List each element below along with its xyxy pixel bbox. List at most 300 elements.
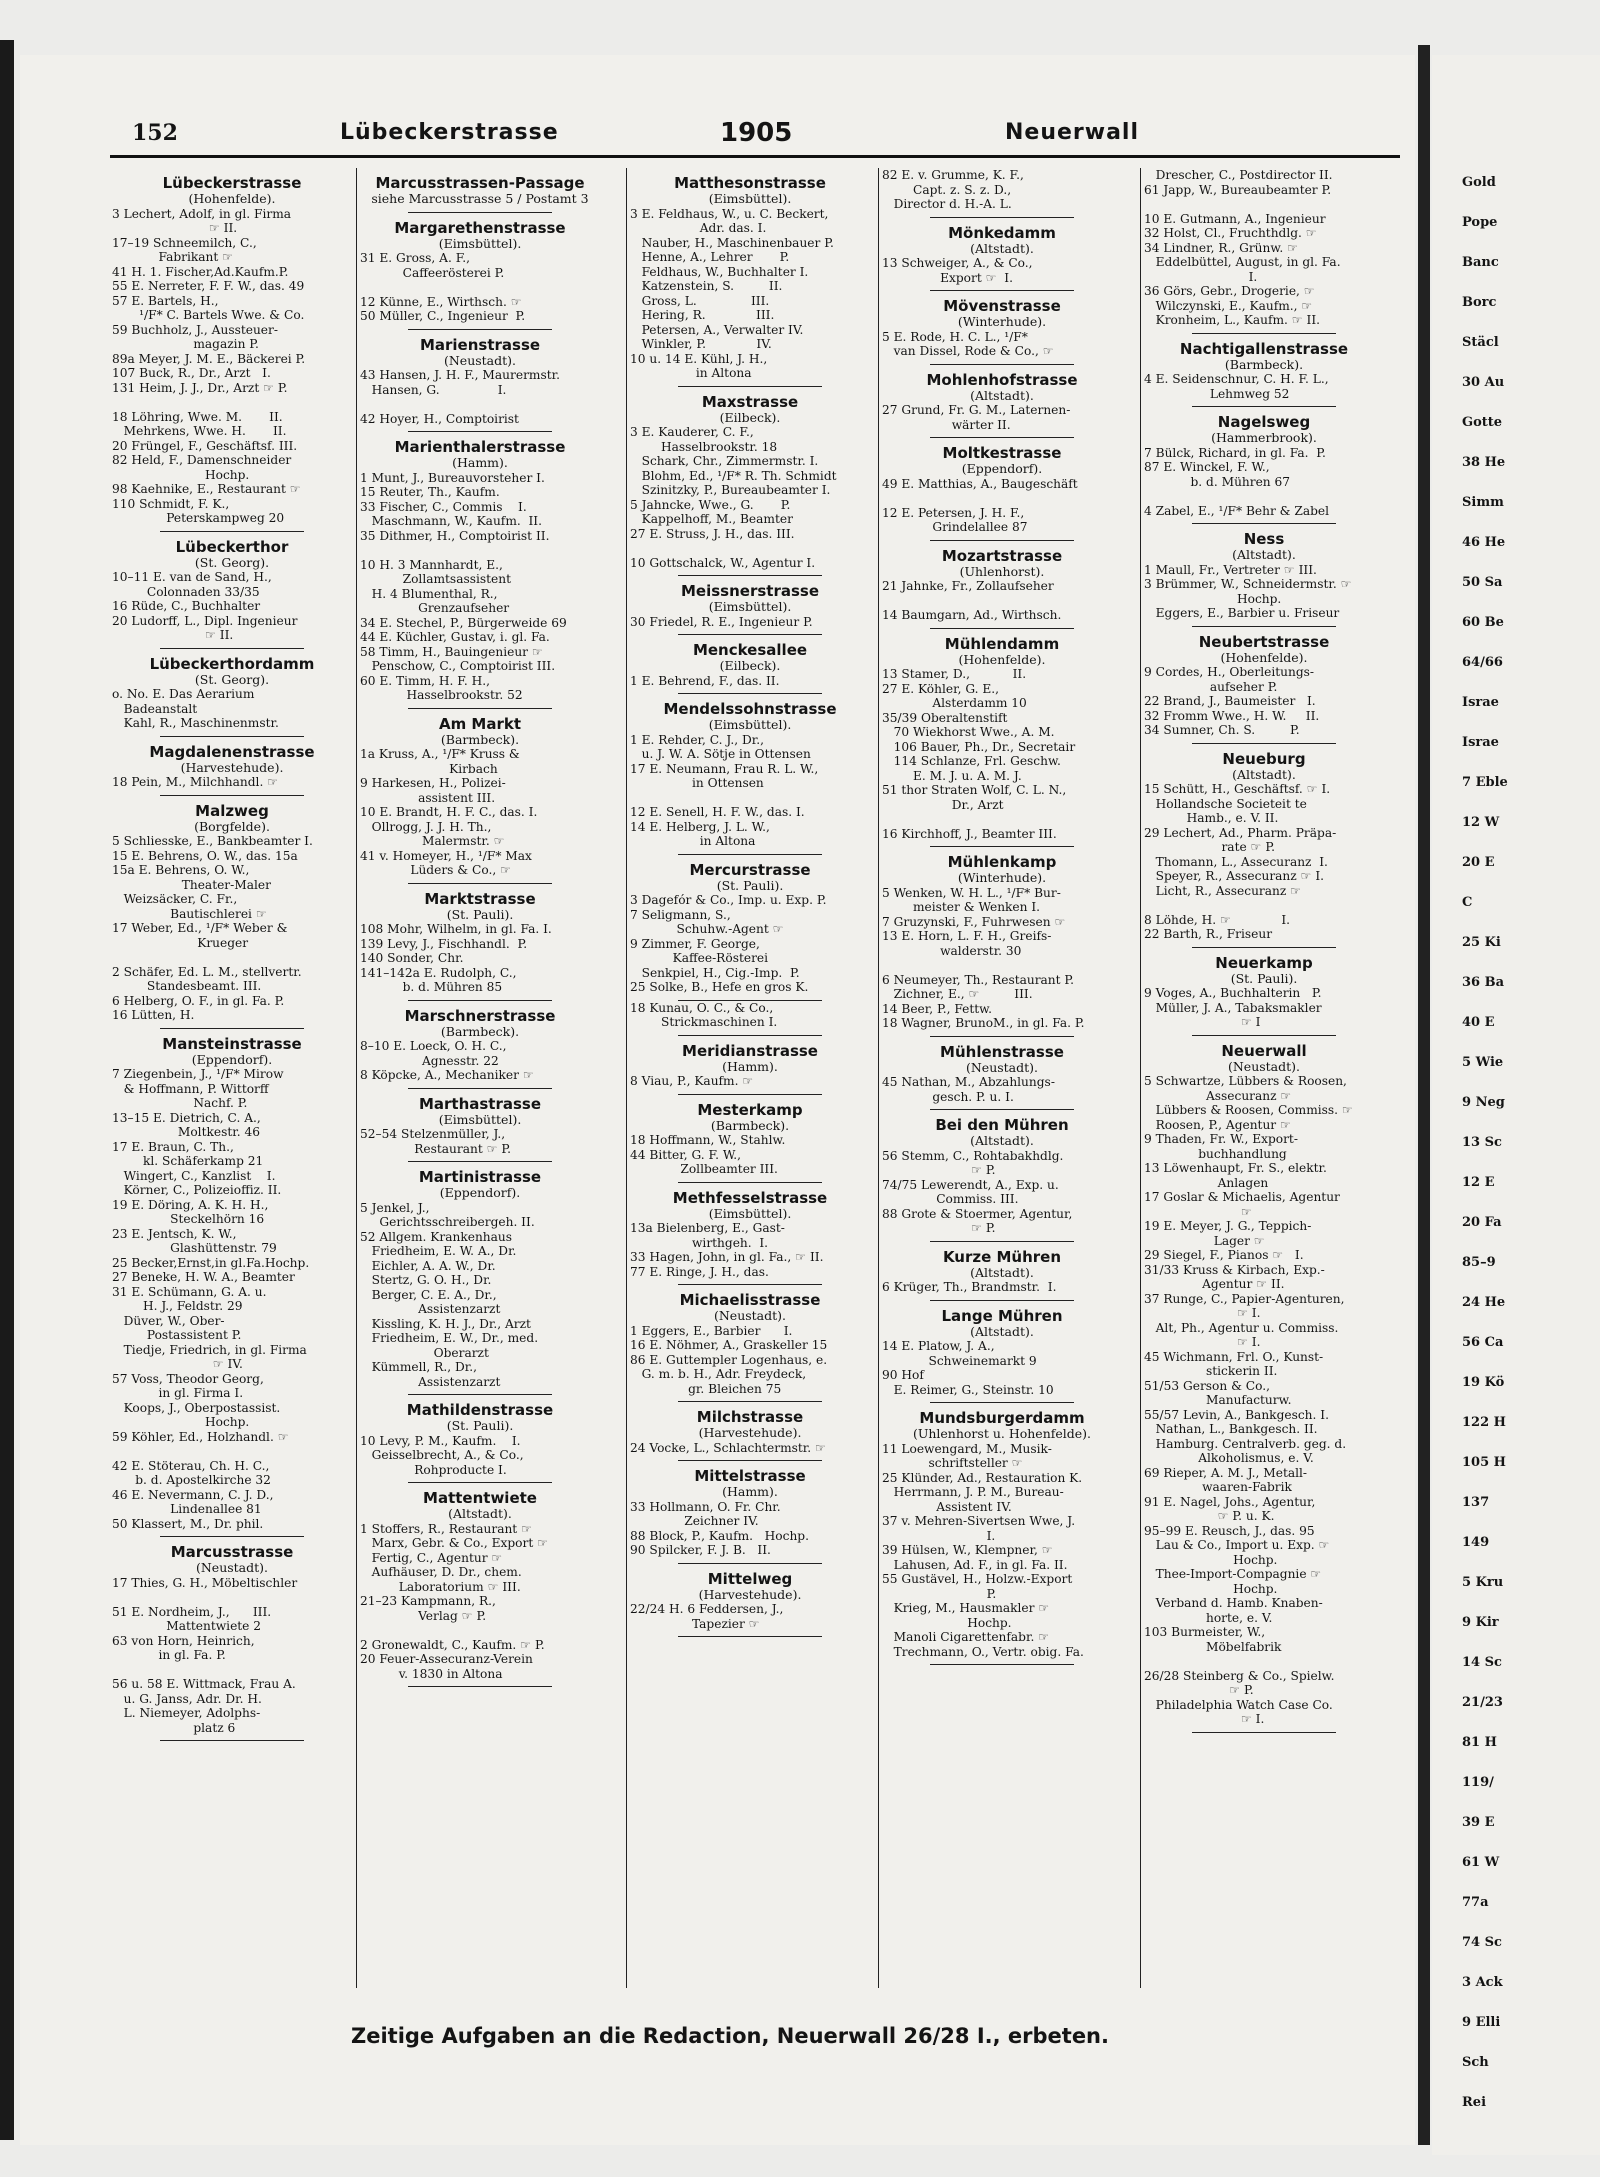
- directory-entry: Hochp.: [1144, 1552, 1278, 1567]
- street-heading: Marienstrasse: [419, 335, 541, 354]
- directory-entry: 3 E. Kauderer, C. F.,: [630, 425, 754, 439]
- directory-entry: 22/24 H. 6 Feddersen, J.,: [630, 1602, 784, 1616]
- street-district: siehe Marcusstrasse 5 / Postamt 3: [371, 191, 589, 206]
- directory-entry: assistent III.: [360, 790, 496, 805]
- street-heading: Martinistrasse: [418, 1168, 542, 1186]
- directory-entry: 7 Gruzynski, F., Fuhrwesen ☞: [882, 914, 1066, 929]
- directory-entry: [882, 958, 1122, 973]
- directory-entry: 31 E. Gross, A. F.,: [360, 251, 471, 265]
- directory-entry: E. Reimer, G., Steinstr. 10: [882, 1382, 1054, 1397]
- directory-entry: Nathan, L., Bankgesch. II.: [1144, 1422, 1318, 1436]
- directory-entry: platz 6: [112, 1720, 236, 1735]
- section-divider: [678, 1094, 822, 1095]
- directory-entry: 10 Levy, P. M., Kaufm. I.: [360, 1433, 521, 1448]
- directory-entry: 17 Thies, G. H., Möbeltischler: [112, 1575, 298, 1590]
- header-rule: [110, 155, 1400, 158]
- directory-entry: 10 E. Brandt, H. F. C., das. I.: [360, 805, 538, 819]
- directory-entry: 3 E. Feldhaus, W., u. C. Beckert,: [630, 206, 829, 221]
- street-heading: Menckesallee: [692, 641, 808, 659]
- street-heading: Bei den Mühren: [935, 1116, 1069, 1134]
- directory-entry: Kaffee-Rösterei: [630, 951, 769, 965]
- directory-entry: 16 Lütten, H.: [112, 1008, 195, 1022]
- directory-entry: schriftsteller ☞: [882, 1456, 1023, 1470]
- directory-entry: 32 Holst, Cl., Fruchthdlg. ☞: [1144, 226, 1317, 240]
- next-page-text-fragment: 60 Be: [1462, 615, 1504, 630]
- next-page-text-fragment: 20 Fa: [1462, 1215, 1502, 1230]
- street-heading: Mattentwiete: [423, 1489, 537, 1507]
- directory-entry: Hansen, G. I.: [360, 382, 507, 397]
- directory-entry: 43 Hansen, J. H. F., Maurermstr.: [360, 368, 560, 382]
- street-district: (Harvestehude).: [698, 1586, 802, 1602]
- directory-entry: [360, 1623, 600, 1638]
- directory-entry: Agnesstr. 22: [360, 1053, 499, 1068]
- next-page-text-fragment: C: [1462, 895, 1473, 910]
- street-district: (Neustadt).: [713, 1308, 787, 1323]
- street-district: (St. Georg).: [194, 671, 270, 687]
- street-heading: Mühlendamm: [944, 634, 1060, 653]
- directory-entry: 88 Block, P., Kaufm. Hochp.: [630, 1528, 809, 1543]
- directory-entry: Eddelbüttel, August, in gl. Fa.: [1144, 255, 1341, 269]
- directory-entry: Verlag ☞ P.: [360, 1608, 487, 1623]
- directory-entry: Strickmaschinen I.: [630, 1015, 778, 1029]
- directory-entry: Caffeerösterei P.: [360, 265, 505, 280]
- next-page-text-fragment: Sch: [1462, 2055, 1489, 2070]
- street-district: (Barmbeck).: [1224, 356, 1304, 372]
- directory-entry: Commiss. III.: [882, 1192, 1019, 1206]
- directory-entry: o. No. E. Das Aerarium: [112, 687, 255, 701]
- directory-column-3: [630, 168, 870, 1988]
- next-page-text-fragment: 39 E: [1462, 1815, 1495, 1830]
- directory-entry: 18 Hoffmann, W., Stahlw.: [630, 1133, 786, 1147]
- next-page-text-fragment: 5 Wie: [1462, 1055, 1504, 1070]
- directory-entry: 52 Allgem. Krankenhaus: [360, 1229, 513, 1244]
- directory-entry: Badeanstalt: [112, 701, 198, 716]
- directory-entry: 103 Burmeister, W.,: [1144, 1625, 1266, 1639]
- next-page-text-fragment: 36 Ba: [1462, 975, 1505, 990]
- directory-entry: 86 E. Guttempler Logenhaus, e.: [630, 1352, 828, 1367]
- street-district: (Altstadt).: [1232, 547, 1296, 562]
- directory-entry: 45 Wichmann, Frl. O., Kunst-: [1144, 1349, 1324, 1364]
- directory-entry: 140 Sonder, Chr.: [360, 951, 464, 965]
- directory-entry: Export ☞ I.: [882, 270, 1013, 285]
- directory-entry: Schark, Chr., Zimmermstr. I.: [630, 454, 819, 468]
- directory-entry: 51 E. Nordheim, J., III.: [112, 1604, 272, 1619]
- street-district: (Eimsbüttel).: [708, 717, 792, 732]
- next-page-text-fragment: Banc: [1462, 255, 1499, 270]
- directory-entry: in Altona: [630, 834, 756, 848]
- directory-entry: 41 H. 1. Fischer,Ad.Kaufm.P.: [112, 264, 289, 279]
- directory-entry: 12 E. Petersen, J. H. F.,: [882, 505, 1025, 520]
- directory-entry: 57 E. Bartels, H.,: [112, 293, 219, 308]
- directory-entry: [112, 1663, 352, 1678]
- section-divider: [678, 1636, 822, 1637]
- directory-entry: 17 Goslar & Michaelis, Agentur: [1144, 1190, 1340, 1204]
- street-district: (Eilbeck).: [719, 658, 781, 673]
- directory-entry: 14 E. Helberg, J. L. W.,: [630, 819, 770, 834]
- directory-entry: [1144, 1654, 1384, 1669]
- directory-entry: 1 Munt, J., Bureauvorsteher I.: [360, 470, 545, 485]
- directory-entry: 27 E. Struss, J. H., das. III.: [630, 526, 795, 541]
- directory-entry: 21–23 Kampmann, R.,: [360, 1594, 496, 1608]
- directory-entry: 15a E. Behrens, O. W.,: [112, 863, 250, 877]
- next-page-text-fragment: Israe: [1462, 735, 1499, 750]
- next-page-text-fragment: Pope: [1462, 215, 1498, 230]
- section-divider: [678, 386, 822, 387]
- next-page-text-fragment: 85–9: [1462, 1255, 1496, 1270]
- directory-entry: 5 Schliesske, E., Bankbeamter I.: [112, 834, 313, 848]
- section-divider: [930, 846, 1074, 847]
- directory-entry: ☞: [1144, 1204, 1252, 1219]
- next-page-text-fragment: 119/: [1462, 1775, 1494, 1790]
- street-district: (Hamm).: [452, 455, 508, 470]
- section-divider: [160, 736, 304, 737]
- section-divider: [1192, 626, 1336, 627]
- street-district: (Borgfelde).: [194, 818, 270, 834]
- directory-entry: Tiedje, Friedrich, in gl. Firma: [112, 1342, 307, 1357]
- section-divider: [930, 540, 1074, 541]
- directory-entry: Restaurant ☞ P.: [360, 1141, 512, 1156]
- directory-entry: 35 Dithmer, H., Comptoirist II.: [360, 528, 550, 543]
- directory-entry: 13a Bielenberg, E., Gast-: [630, 1221, 785, 1235]
- street-heading: Marthastrasse: [418, 1094, 542, 1113]
- street-heading: Mesterkamp: [697, 1100, 803, 1119]
- section-divider: [678, 854, 822, 855]
- directory-entry: ☞ IV.: [112, 1357, 243, 1371]
- directory-entry: 51 thor Straten Wolf, C. L. N.,: [882, 783, 1067, 797]
- directory-entry: Winkler, P. IV.: [630, 337, 772, 351]
- header-right-title: Neuerwall: [1005, 120, 1140, 145]
- section-divider: [408, 1161, 552, 1162]
- directory-entry: H. J., Feldstr. 29: [112, 1299, 243, 1313]
- section-divider: [1192, 333, 1336, 334]
- directory-entry: Petersen, A., Verwalter IV.: [630, 322, 804, 337]
- next-page-text-fragment: 81 H: [1462, 1735, 1497, 1750]
- directory-entry: 77 E. Ringe, J. H., das.: [630, 1264, 769, 1279]
- directory-entry: 108 Mohr, Wilhelm, in gl. Fa. I.: [360, 922, 552, 936]
- directory-entry: 9 Harkesen, H., Polizei-: [360, 776, 506, 790]
- directory-entry: 55/57 Levin, A., Bankgesch. I.: [1144, 1407, 1329, 1422]
- next-page-text-fragment: Rei: [1462, 2095, 1487, 2110]
- street-heading: Lübeckerthor: [175, 537, 289, 556]
- next-page-text-fragment: 9 Neg: [1462, 1095, 1505, 1110]
- street-district: (Hamm).: [722, 1484, 778, 1499]
- directory-entry: ☞ P.: [1144, 1683, 1254, 1697]
- directory-entry: Hamburg. Centralverb. geg. d.: [1144, 1436, 1347, 1451]
- next-page-text-fragment: 77a: [1462, 1895, 1489, 1910]
- street-heading: Marktstrasse: [424, 889, 536, 908]
- directory-entry: ☞ P.: [882, 1221, 996, 1235]
- directory-entry: 36 Görs, Gebr., Drogerie, ☞: [1144, 284, 1315, 298]
- directory-entry: Weizsäcker, C. Fr.,: [112, 892, 238, 906]
- directory-entry: 46 E. Nevermann, C. J. D.,: [112, 1487, 274, 1502]
- directory-entry: 69 Rieper, A. M. J., Metall-: [1144, 1465, 1308, 1480]
- directory-entry: Drescher, C., Postdirector II.: [1144, 168, 1333, 182]
- directory-entry: 59 Köhler, Ed., Holzhandl. ☞: [112, 1429, 289, 1444]
- directory-entry: 49 E. Matthias, A., Baugeschäft: [882, 476, 1078, 491]
- street-heading: Meridianstrasse: [682, 1041, 818, 1060]
- directory-entry: 7 Ziegenbein, J., ¹/F* Mirow: [112, 1067, 284, 1081]
- directory-entry: Alsterdamm 10: [882, 696, 1027, 710]
- directory-entry: Wingert, C., Kanzlist I.: [112, 1168, 276, 1183]
- directory-entry: 3 Dagefór & Co., Imp. u. Exp. P.: [630, 893, 827, 907]
- directory-entry: 89a Meyer, J. M. E., Bäckerei P.: [112, 351, 306, 366]
- section-divider: [678, 1182, 822, 1183]
- directory-entry: Capt. z. S. z. D.,: [882, 182, 1012, 197]
- directory-entry: 5 Wenken, W. H. L., ¹/F* Bur-: [882, 885, 1061, 900]
- section-divider: [408, 212, 552, 213]
- street-district: (St. Georg).: [194, 554, 270, 570]
- street-district: (Altstadt).: [970, 1133, 1034, 1148]
- directory-entry: Theater-Maler: [112, 877, 271, 892]
- directory-entry: 16 Kirchhoff, J., Beamter III.: [882, 826, 1057, 841]
- directory-entry: Speyer, R., Assecuranz ☞ I.: [1144, 869, 1325, 883]
- directory-entry: Steckelhörn 16: [112, 1212, 265, 1226]
- directory-entry: 60 E. Timm, H. F. H.,: [360, 673, 490, 688]
- directory-entry: 24 Vocke, L., Schlachtermstr. ☞: [630, 1440, 826, 1455]
- directory-entry: 110 Schmidt, F. K.,: [112, 496, 230, 511]
- directory-entry: Agentur ☞ II.: [1144, 1277, 1285, 1291]
- directory-entry: b. d. Mühren 85: [360, 980, 503, 994]
- section-divider: [160, 1536, 304, 1537]
- directory-entry: H. 4 Blumenthal, R.,: [360, 586, 498, 601]
- street-district: (Altstadt).: [448, 1506, 512, 1521]
- street-heading: Lübeckerthordamm: [149, 654, 315, 673]
- directory-entry: Manufacturw.: [1144, 1393, 1292, 1407]
- directory-entry: b. d. Mühren 67: [1144, 474, 1291, 489]
- directory-entry: Rohproducte I.: [360, 1462, 507, 1477]
- directory-entry: 37 Runge, C., Papier-Agenturen,: [1144, 1291, 1345, 1306]
- directory-entry: Aufhäuser, D. Dr., chem.: [360, 1565, 522, 1579]
- street-heading: Marcusstrasse: [170, 1543, 294, 1561]
- directory-entry: Glashüttenstr. 79: [112, 1241, 277, 1255]
- page-number: 152: [132, 120, 178, 146]
- next-page-text-fragment: 64/66: [1462, 655, 1503, 670]
- section-divider: [160, 648, 304, 649]
- directory-entry: 3 Lechert, Adolf, in gl. Firma: [112, 206, 292, 221]
- street-heading: Mercurstrasse: [689, 860, 811, 879]
- next-page-text-fragment: 12 W: [1462, 815, 1500, 830]
- directory-entry: Mehrkens, Wwe. H. II.: [112, 424, 287, 438]
- directory-entry: Lau & Co., Import u. Exp. ☞: [1144, 1538, 1330, 1552]
- directory-entry: 56 u. 58 E. Wittmack, Frau A.: [112, 1677, 296, 1691]
- directory-entry: Berger, C. E. A., Dr.,: [360, 1287, 497, 1302]
- street-district: (Harvestehude).: [698, 1425, 802, 1440]
- directory-entry: Kronheim, L., Kaufm. ☞ II.: [1144, 313, 1321, 327]
- directory-entry: [882, 491, 1122, 506]
- directory-entry: Lübbers & Roosen, Commiss. ☞: [1144, 1103, 1353, 1117]
- section-divider: [408, 1088, 552, 1089]
- directory-entry: Herrmann, J. P. M., Bureau-: [882, 1485, 1064, 1499]
- street-heading: Mühlenstrasse: [940, 1042, 1064, 1061]
- directory-entry: Grindelallee 87: [882, 520, 1028, 534]
- next-page-text-fragment: 13 Sc: [1462, 1135, 1502, 1150]
- street-district: (St. Pauli).: [446, 906, 514, 922]
- directory-entry: 2 Gronewaldt, C., Kaufm. ☞ P.: [360, 1637, 545, 1652]
- directory-entry: 1a Kruss, A., ¹/F* Kruss &: [360, 747, 520, 761]
- section-divider: [930, 1036, 1074, 1037]
- directory-entry: 4 E. Seidenschnur, C. H. F. L.,: [1144, 372, 1329, 386]
- directory-entry: Lehmweg 52: [1144, 386, 1290, 401]
- directory-entry: Gross, L. III.: [630, 293, 770, 308]
- directory-entry: [1144, 489, 1384, 504]
- directory-entry: 13 Schweiger, A., & Co.,: [882, 256, 1033, 270]
- section-divider: [678, 1401, 822, 1402]
- directory-entry: 9 Zimmer, F. George,: [630, 936, 760, 951]
- next-page-text-fragment: 46 He: [1462, 535, 1506, 550]
- section-divider: [1192, 406, 1336, 407]
- directory-entry: 82 E. v. Grumme, K. F.,: [882, 168, 1024, 182]
- directory-entry: 95–99 E. Reusch, J., das. 95: [1144, 1523, 1315, 1538]
- directory-entry: 17 Weber, Ed., ¹/F* Weber &: [112, 921, 288, 935]
- section-divider: [678, 1284, 822, 1285]
- next-page-text-fragment: Israe: [1462, 695, 1499, 710]
- street-district: (Altstadt).: [970, 1323, 1034, 1339]
- next-page-text-fragment: 5 Kru: [1462, 1575, 1504, 1590]
- directory-entry: 18 Kunau, O. C., & Co.,: [630, 1000, 774, 1015]
- street-district: (Altstadt).: [970, 240, 1034, 256]
- directory-entry: 42 E. Stöterau, Ch. H. C.,: [112, 1458, 270, 1473]
- column-separator: [626, 168, 627, 1988]
- street-district: (Eimsbüttel).: [708, 599, 792, 614]
- street-district: (Hohenfelde).: [958, 651, 1046, 667]
- directory-entry: Stertz, G. O. H., Dr.: [360, 1273, 492, 1287]
- directory-entry: 16 Rüde, C., Buchhalter: [112, 599, 261, 613]
- directory-entry: walderstr. 30: [882, 943, 1022, 958]
- directory-entry: 22 Brand, J., Baumeister I.: [1144, 694, 1316, 708]
- directory-entry: Hochp.: [112, 467, 250, 482]
- directory-entry: 15 Reuter, Th., Kaufm.: [360, 485, 500, 499]
- column-separator: [1140, 168, 1141, 1988]
- directory-entry: 1 Stoffers, R., Restaurant ☞: [360, 1521, 533, 1536]
- directory-entry: 15 E. Behrens, O. W., das. 15a: [112, 848, 298, 863]
- directory-entry: Oberarzt: [360, 1345, 489, 1360]
- directory-entry: Henne, A., Lehrer P.: [630, 250, 790, 264]
- directory-entry: Verband d. Hamb. Knaben-: [1144, 1596, 1323, 1610]
- directory-entry: Moltkestr. 46: [112, 1125, 260, 1139]
- section-divider: [408, 329, 552, 330]
- directory-entry: [630, 791, 870, 806]
- street-heading: Mönkedamm: [948, 223, 1056, 242]
- street-heading: Lange Mühren: [941, 1306, 1063, 1325]
- directory-entry: 5 Jahncke, Wwe., G. P.: [630, 497, 791, 512]
- street-heading: Maxstrasse: [701, 392, 799, 411]
- street-district: (Eilbeck).: [719, 409, 781, 425]
- directory-entry: Senkpiel, H., Cig.-Imp. P.: [630, 965, 800, 980]
- directory-entry: 33 Fischer, C., Commis I.: [360, 499, 527, 514]
- directory-entry: wärter II.: [882, 417, 1011, 432]
- street-district: (Neustadt).: [1227, 1058, 1301, 1074]
- next-page-text-fragment: 14 Sc: [1462, 1655, 1502, 1670]
- directory-entry: Hochp.: [1144, 1581, 1278, 1596]
- directory-entry: 17 E. Braun, C. Th.,: [112, 1139, 234, 1154]
- directory-entry: 13 E. Horn, L. F. H., Greifs-: [882, 929, 1052, 943]
- directory-entry: 131 Heim, J. J., Dr., Arzt ☞ P.: [112, 380, 288, 395]
- directory-entry: Katzenstein, S. II.: [630, 279, 783, 293]
- directory-column-4: [882, 168, 1122, 1988]
- street-heading: Neuerwall: [1221, 1041, 1307, 1060]
- next-page-text-fragment: Stäcl: [1462, 335, 1499, 350]
- directory-entry: I.: [882, 1528, 996, 1543]
- directory-entry: Zollbeamter III.: [630, 1162, 778, 1176]
- directory-entry: Penschow, C., Comptoirist III.: [360, 659, 556, 673]
- directory-entry: Lüders & Co., ☞: [360, 863, 511, 877]
- directory-entry: 114 Schlanze, Frl. Geschw.: [882, 754, 1061, 768]
- directory-entry: Assecuranz ☞: [1144, 1088, 1292, 1103]
- directory-entry: Assistenzarzt: [360, 1374, 501, 1389]
- directory-entry: Zeichner IV.: [630, 1514, 759, 1528]
- directory-entry: 55 Gustävel, H., Holzw.-Export: [882, 1572, 1073, 1586]
- directory-entry: Colonnaden 33/35: [112, 584, 260, 599]
- directory-entry: 2 Schäfer, Ed. L. M., stellvertr.: [112, 964, 302, 979]
- directory-entry: Hollandsche Societeit te: [1144, 796, 1307, 811]
- directory-entry: Zichner, E., ☞ III.: [882, 987, 1033, 1001]
- directory-entry: Szinitzky, P., Bureaubeamter I.: [630, 483, 831, 497]
- next-page-text-fragment: 61 W: [1462, 1855, 1500, 1870]
- directory-entry: Peterskampweg 20: [112, 511, 285, 525]
- directory-entry: Dr., Arzt: [882, 797, 1004, 812]
- next-page-text-fragment: 50 Sa: [1462, 575, 1503, 590]
- directory-entry: Schuhw.-Agent ☞: [630, 922, 784, 936]
- street-district: (Eimsbüttel).: [708, 191, 792, 206]
- street-district: (Uhlenhorst).: [959, 563, 1045, 579]
- section-divider: [930, 1109, 1074, 1110]
- directory-entry: 59 Buchholz, J., Aussteuer-: [112, 322, 278, 337]
- directory-entry: Lager ☞: [1144, 1233, 1265, 1248]
- section-divider: [930, 1664, 1074, 1665]
- directory-entry: Hamb., e. V. II.: [1144, 811, 1279, 825]
- directory-entry: Maschmann, W., Kaufm. II.: [360, 514, 542, 528]
- directory-entry: [882, 594, 1122, 609]
- street-district: (Altstadt).: [970, 387, 1034, 403]
- next-page-text-fragment: Gotte: [1462, 415, 1503, 430]
- street-heading: Michaelisstrasse: [679, 1291, 821, 1309]
- directory-entry: 58 Timm, H., Bauingenieur ☞: [360, 644, 543, 659]
- directory-entry: [882, 812, 1122, 827]
- directory-entry: [112, 395, 352, 410]
- directory-entry: 57 Voss, Theodor Georg,: [112, 1371, 264, 1386]
- directory-entry: 10 u. 14 E. Kühl, J. H.,: [630, 351, 768, 366]
- section-divider: [930, 1402, 1074, 1403]
- directory-entry: 87 E. Winckel, F. W.,: [1144, 460, 1270, 474]
- street-district: (St. Pauli).: [1230, 970, 1298, 986]
- next-page-text-fragment: 122 H: [1462, 1415, 1506, 1430]
- directory-entry: ☞ I.: [1144, 1712, 1265, 1726]
- section-divider: [678, 1563, 822, 1564]
- next-page-text-fragment: Gold: [1462, 175, 1496, 190]
- directory-entry: P.: [882, 1586, 997, 1601]
- directory-entry: stickerin II.: [1144, 1364, 1278, 1378]
- section-divider: [678, 575, 822, 576]
- section-divider: [408, 708, 552, 709]
- directory-entry: Anlagen: [1144, 1175, 1269, 1190]
- directory-entry: Alt, Ph., Agentur u. Commiss.: [1144, 1320, 1339, 1335]
- street-heading: Malzweg: [195, 801, 269, 820]
- directory-entry: Eichler, A. A. W., Dr.: [360, 1258, 496, 1273]
- directory-entry: Manoli Cigarettenfabr. ☞: [882, 1630, 1050, 1644]
- directory-entry: Kirbach: [360, 761, 498, 776]
- street-heading: Marienthalerstrasse: [394, 438, 566, 456]
- directory-entry: Krieg, M., Hausmakler ☞: [882, 1601, 1050, 1615]
- directory-entry: 13 Stamer, D., II.: [882, 667, 1027, 681]
- directory-entry: in gl. Fa. P.: [112, 1648, 226, 1662]
- directory-entry: in gl. Firma I.: [112, 1386, 244, 1400]
- street-heading: Mittelstrasse: [694, 1467, 806, 1485]
- next-page-text-fragment: 30 Au: [1462, 375, 1505, 390]
- directory-entry: Hochp.: [1144, 591, 1282, 606]
- next-page-text-fragment: 20 E: [1462, 855, 1495, 870]
- directory-entry: Bautischlerei ☞: [112, 906, 267, 921]
- directory-entry: 19 E. Döring, A. K. H. H.,: [112, 1197, 269, 1212]
